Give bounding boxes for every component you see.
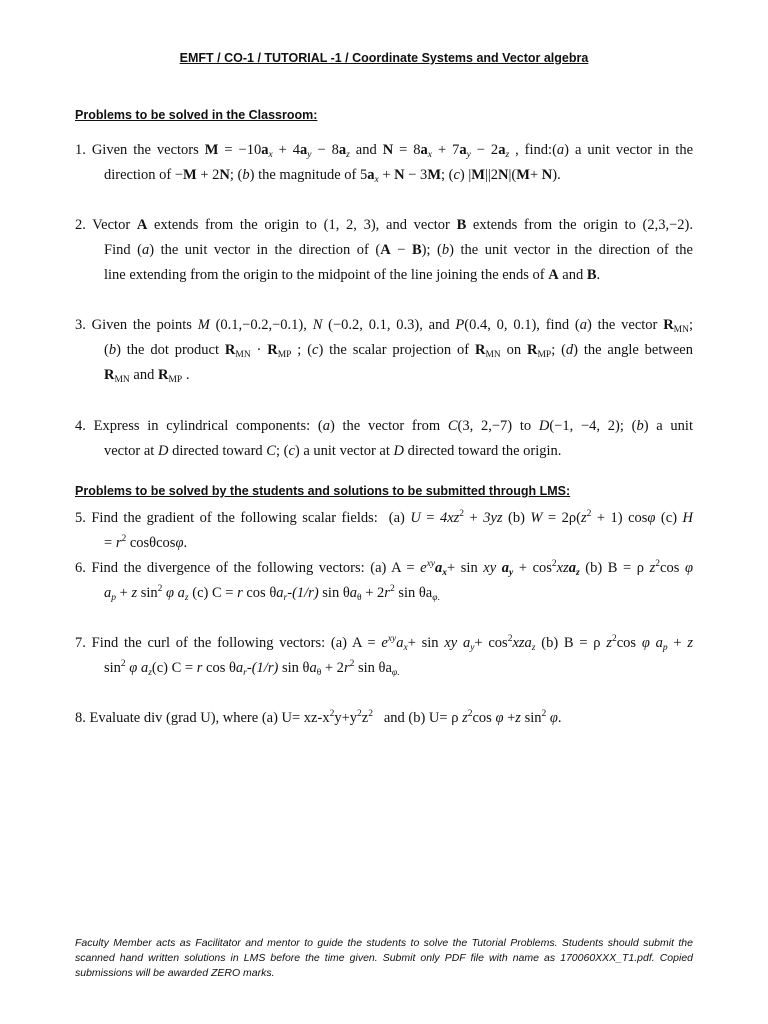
problem-3-line-2: (b) the dot product $R_{MN} \cdot R_{MP}$ ; (c) the scalar projection of $R_{MN}$ on $R_{MP}$; (d) the angle between (104, 342, 693, 360)
problem-6-line-1: 6. Find the divergence of the following vectors: (a) $A = e^{xy}a_x+ \sin$ xy $a_y + \cos^2xza_z$ (b) B = ρ $z^2\cos$ φ (75, 559, 693, 578)
problem-2-line-3: line extending from the origin to the midpoint of the line joining the ends of A and B. (104, 267, 601, 283)
problem-4-line-1: 4. Express in cylindrical components: (a) the vector from C(3, 2,−7) to D(−1, −4, 2); (b) a unit (75, 418, 693, 434)
problem-8-line-1: 8. Evaluate div (grad U), where (a) $U= xz-x^2y+y^2z^2$ and (b) U= ρ $z^2\cos$ φ +z $\sin^2 \varphi$. (75, 709, 562, 726)
problem-3-line-3: $R_{MN}$ and $R_{MP}$ . (104, 367, 190, 385)
problem-3 (75, 313, 693, 388)
problem-4-line-2: vector at D directed toward C; (c) a unit vector at D directed toward the origin. (104, 443, 562, 459)
problem-1-line-2: direction of −M + 2N; (b) the magnitude of $5a_x + N - 3M$; (c) |M||2N|(M+ N). (104, 167, 561, 185)
problem-1 (75, 138, 693, 188)
problem-6 (75, 556, 693, 606)
submission-note: Faculty Member acts as Facilitator and mentor to guide the students to solve the Tutorial Problems. Students should submit the scanned hand written solutions in LMS before the time given. Submit only PDF file with name as 170060XXX_T1.pdf. Copied submissions will be awarded ZERO marks. (75, 937, 693, 979)
section-heading-classroom: Problems to be solved in the Classroom: (75, 108, 318, 122)
problem-2-line-2: Find (a) the unit vector in the direction of (A − B); (b) the unit vector in the direction of the (104, 242, 693, 258)
problem-3-line-1: 3. Given the points M (0.1,−0.2,−0.1), N (−0.2, 0.1, 0.3), and P(0.4, 0, 0.1), find (a) the vector $R_{MN}$; (75, 317, 694, 335)
problem-5-line-2: = $r^2$ cosθcosφ. (104, 534, 188, 551)
problem-7 (75, 631, 693, 681)
problem-2 (75, 213, 693, 288)
problem-7-line-2: $\sin^2 \varphi$ $a_z(c) C = r$ $\cos \theta a_r-(1/r)$ $\sin \theta a_\theta + 2r^2$ $\sin \theta a_{\varphi.}$ (104, 659, 400, 678)
problem-1-line-1: 1. Given the vectors $M = -10a_x + 4a_y - 8a_z$ and $N = 8a_x + 7a_y - 2a_z$ , find:(a) a unit vector in the (75, 142, 694, 160)
problem-5 (75, 506, 693, 556)
problem-8 (75, 706, 693, 731)
problem-6-line-2: $a_p + z$ $\sin^2 \varphi$ $a_z$ (c) C = r $\cos \theta a_r-(1/r)$ $\sin \theta a_\theta + 2r^2$ $\sin \theta a_{\varphi.}$ (104, 584, 440, 603)
problem-2-line-1: 2. Vector A extends from the origin to (1, 2, 3), and vector B extends from the origin to (2,3,−2). (75, 217, 693, 233)
problem-7-line-1: 7. Find the curl of the following vectors: (a) $A = e^{xy}a_x+ \sin$ xy $a_y+ \cos^2xza_z$ (b) B = ρ $z^2\cos$ φ $a_p + z$ (75, 634, 693, 653)
page-title: EMFT / CO-1 / TUTORIAL -1 / Coordinate Systems and Vector algebra (179, 51, 589, 65)
problem-5-line-1: 5. Find the gradient of the following scalar fields: (a) $U = 4xz^2 + 3yz$ (b) $W = 2\rho(z^2 + 1)$ cosφ (c) H (75, 509, 693, 526)
problem-4 (75, 414, 693, 464)
section-heading-lms: Problems to be solved by the students and solutions to be submitted through LMS: (75, 484, 571, 498)
